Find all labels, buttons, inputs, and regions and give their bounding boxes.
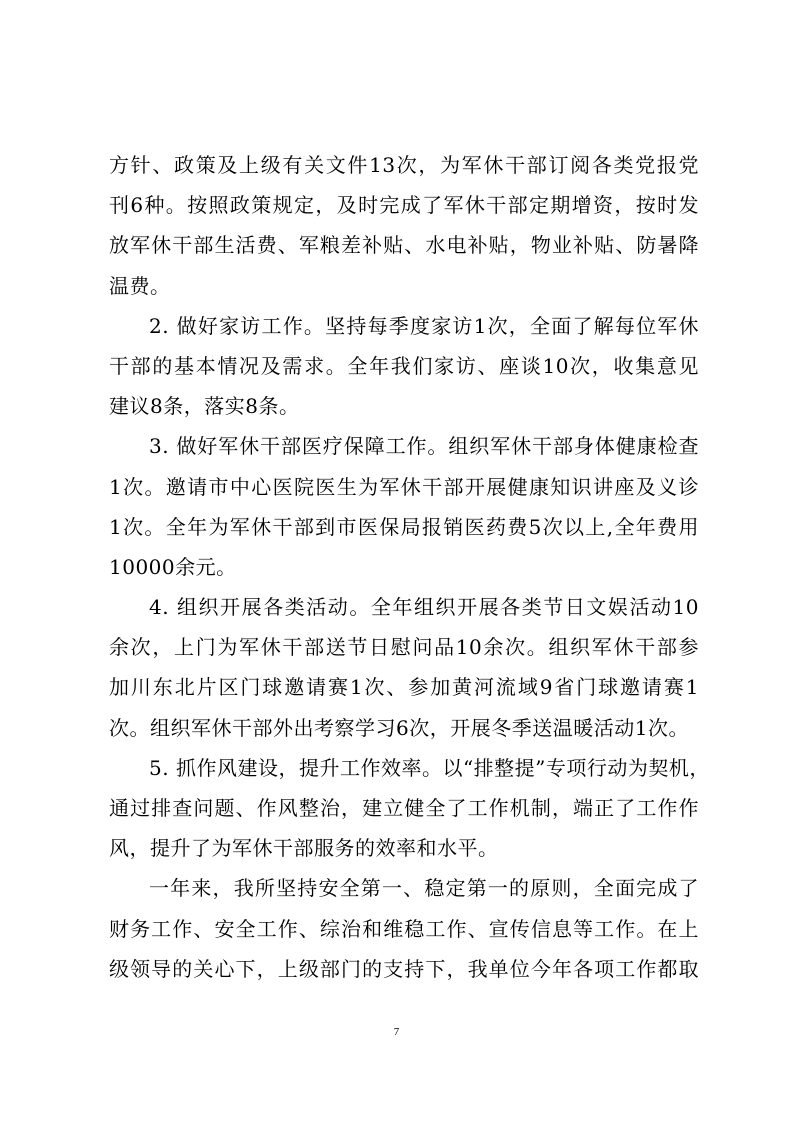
text-line: 干部的基本情况及需求。全年我们家访、座谈10次，收集意见 — [109, 353, 699, 378]
text-line: 余次，上门为军休干部送节日慰问品10余次。组织军休干部参 — [109, 635, 699, 660]
text-line: 5. 抓作风建设，提升工作效率。以“排整提”专项行动为契机， — [149, 755, 710, 780]
text-line: 加川东北片区门球邀请赛1次、参加黄河流域9省门球邀请赛1 — [109, 675, 699, 700]
text-line: 一年来，我所坚持安全第一、稳定第一的原则，全面完成了 — [149, 876, 699, 901]
text-line: 温费。 — [109, 273, 171, 298]
text-line: 1次。全年为军休干部到市医保局报销医药费5次以上,全年费用 — [109, 514, 699, 539]
text-line: 建议8条，落实8条。 — [109, 394, 300, 419]
text-line: 次。组织军休干部外出考察学习6次，开展冬季送温暖活动1次。 — [109, 715, 689, 740]
text-line: 刊6种。按照政策规定，及时完成了军休干部定期增资，按时发 — [109, 193, 699, 218]
text-line: 财务工作、安全工作、综治和维稳工作、宣传信息等工作。在上 — [109, 916, 699, 941]
text-line: 4. 组织开展各类活动。全年组织开展各类节日文娱活动10 — [149, 595, 699, 620]
text-line: 通过排查问题、作风整治，建立健全了工作机制，端正了工作作 — [109, 796, 699, 820]
text-line: 1次。邀请市中心医院医生为军休干部开展健康知识讲座及义诊 — [109, 474, 699, 499]
text-line: 级领导的关心下，上级部门的支持下，我单位今年各项工作都取 — [109, 956, 699, 981]
page-number: 7 — [393, 1026, 400, 1038]
text-line: 方针、政策及上级有关文件13次，为军休干部订阅各类党报党 — [109, 153, 699, 177]
text-line: 放军休干部生活费、军粮差补贴、水电补贴，物业补贴、防暑降 — [109, 233, 699, 258]
text-line: 风，提升了为军休干部服务的效率和水平。 — [109, 836, 499, 861]
body-text — [109, 145, 710, 989]
text-line: 10000余元。 — [109, 554, 237, 579]
text-line: 3. 做好军休干部医疗保障工作。组织军休干部身体健康检查 — [149, 434, 699, 459]
text-line: 2. 做好家访工作。坚持每季度家访1次，全面了解每位军休 — [149, 313, 699, 338]
